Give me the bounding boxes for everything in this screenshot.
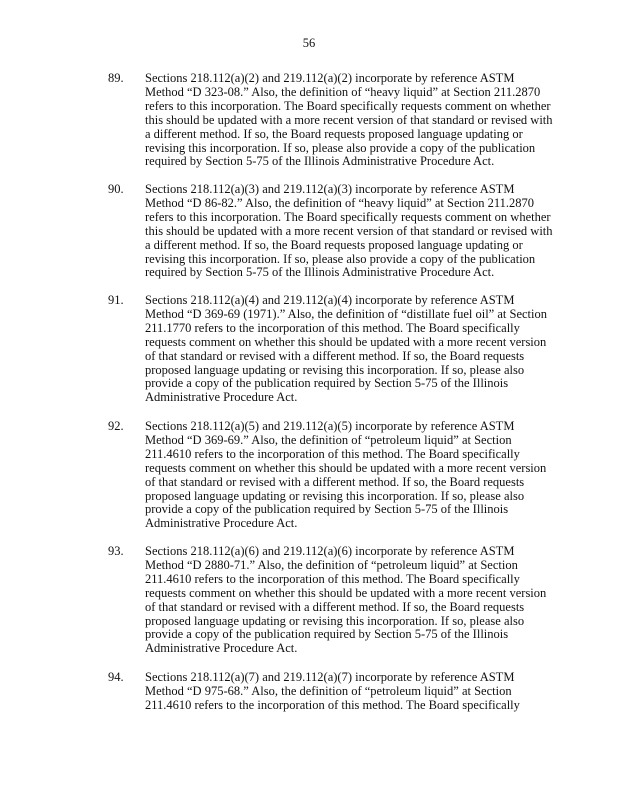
paragraph-89 (108, 71, 553, 169)
text-line: Method “D 369-69 (1971).” Also, the definition of “distillate fuel oil” at Section (145, 306, 547, 321)
text-line: provide a copy of the publication required by Section 5-75 of the Illinois (145, 627, 509, 642)
paragraph-number: 90. (108, 182, 124, 196)
text-line: this should be updated with a more recent version of that standard or revised with (145, 223, 553, 238)
text-line: Method “D 369-69.” Also, the definition of “petroleum liquid” at Section (145, 432, 512, 447)
paragraph-number: 89. (108, 71, 124, 85)
text-line: refers to this incorporation. The Board specifically requests comment on whether (145, 98, 551, 113)
text-line: proposed language updating or revising this incorporation. If so, please also (145, 613, 525, 628)
text-line: Method “D 323-08.” Also, the definition of “heavy liquid” at Section 211.2870 (145, 84, 541, 99)
text-line: refers to this incorporation. The Board specifically requests comment on whether (145, 209, 551, 224)
text-line: Administrative Procedure Act. (145, 390, 298, 405)
text-line: revising this incorporation. If so, please also provide a copy of the publication (145, 140, 536, 155)
text-line: proposed language updating or revising this incorporation. If so, please also (145, 362, 525, 377)
text-line: Sections 218.112(a)(2) and 219.112(a)(2) incorporate by reference ASTM (145, 71, 515, 85)
text-line: Sections 218.112(a)(6) and 219.112(a)(6) incorporate by reference ASTM (145, 544, 515, 558)
text-line: Method “D 975-68.” Also, the definition of “petroleum liquid” at Section (145, 683, 512, 698)
text-line: of that standard or revised with a different method. If so, the Board requests (145, 474, 525, 489)
text-line: this should be updated with a more recent version of that standard or revised with (145, 112, 553, 127)
paragraph-94 (108, 671, 548, 713)
text-line: requests comment on whether this should be updated with a more recent version (145, 585, 547, 600)
paragraph-text (145, 294, 548, 405)
text-line: 211.4610 refers to the incorporation of this method. The Board specifically (145, 571, 520, 586)
paragraph-text (145, 671, 548, 713)
text-line: provide a copy of the publication required by Section 5-75 of the Illinois (145, 376, 509, 391)
text-line: required by Section 5-75 of the Illinois Administrative Procedure Act. (145, 265, 495, 280)
text-line: requests comment on whether this should be updated with a more recent version (145, 460, 547, 475)
text-line: proposed language updating or revising this incorporation. If so, please also (145, 488, 525, 503)
paragraph-90 (108, 182, 553, 280)
text-line: 211.1770 refers to the incorporation of this method. The Board specifically (145, 320, 520, 335)
text-line: Method “D 86-82.” Also, the definition of “heavy liquid” at Section 211.2870 (145, 195, 535, 210)
text-line: 211.4610 refers to the incorporation of this method. The Board specifically (145, 697, 520, 712)
paragraph-91 (108, 294, 548, 405)
text-line: a different method. If so, the Board requests proposed language updating or (145, 237, 523, 252)
paragraph-text (145, 71, 553, 169)
text-line: requests comment on whether this should be updated with a more recent version (145, 334, 547, 349)
paragraph-number: 94. (108, 670, 124, 684)
text-line: 211.4610 refers to the incorporation of this method. The Board specifically (145, 446, 520, 461)
paragraph-text (145, 545, 548, 656)
paragraph-number: 91. (108, 293, 124, 307)
text-line: provide a copy of the publication required by Section 5-75 of the Illinois (145, 502, 509, 517)
text-line: a different method. If so, the Board requests proposed language updating or (145, 126, 523, 141)
text-line: Sections 218.112(a)(4) and 219.112(a)(4) incorporate by reference ASTM (145, 293, 515, 307)
paragraph-text (145, 182, 553, 280)
text-line: required by Section 5-75 of the Illinois Administrative Procedure Act. (145, 154, 495, 169)
text-line: of that standard or revised with a different method. If so, the Board requests (145, 599, 525, 614)
paragraph-number: 92. (108, 419, 124, 433)
text-line: Administrative Procedure Act. (145, 641, 298, 656)
paragraph-number: 93. (108, 544, 124, 558)
paragraph-92 (108, 420, 548, 531)
text-line: Sections 218.112(a)(5) and 219.112(a)(5) incorporate by reference ASTM (145, 419, 515, 433)
paragraph-93 (108, 545, 548, 656)
page-number: 56 (302, 36, 316, 50)
text-line: Sections 218.112(a)(3) and 219.112(a)(3) incorporate by reference ASTM (145, 182, 515, 196)
text-line: Administrative Procedure Act. (145, 516, 298, 531)
text-line: Method “D 2880-71.” Also, the definition of “petroleum liquid” at Section (145, 557, 518, 572)
text-line: of that standard or revised with a different method. If so, the Board requests (145, 348, 525, 363)
paragraph-text (145, 420, 548, 531)
text-line: revising this incorporation. If so, please also provide a copy of the publication (145, 251, 536, 266)
text-line: Sections 218.112(a)(7) and 219.112(a)(7) incorporate by reference ASTM (145, 670, 515, 684)
